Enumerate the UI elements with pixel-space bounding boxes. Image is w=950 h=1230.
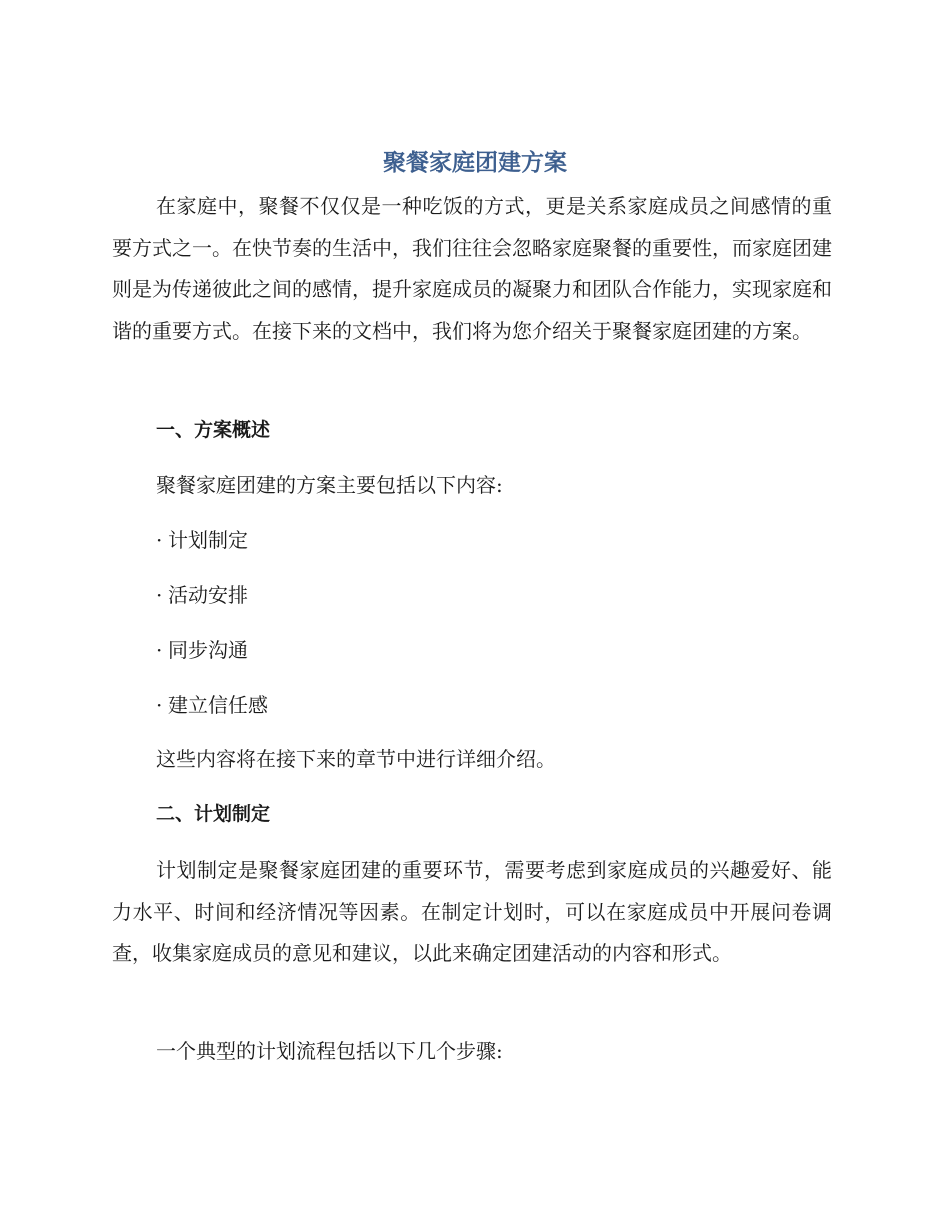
list-item-label: 建立信任感 [168,693,268,717]
intro-paragraph: 在家庭中，聚餐不仅仅是一种吃饭的方式，更是关系家庭成员之间感情的重要方式之一。在快节奏的生活中，我们往往会忽略家庭聚餐的重要性，而家庭团建则是为传递彼此之间的感情，提升家庭成员的凝聚力和团队合作能力，实现家庭和谐的重要方式。在接下来的文档中，我们将为您介绍关于聚餐家庭团建的方案。 [112,194,832,343]
list-item-label: 活动安排 [168,583,248,607]
overview-intro: 聚餐家庭团建的方案主要包括以下内容: [156,473,503,497]
list-item [156,580,248,610]
bullet-dot-icon: · [156,693,163,717]
document-title: 聚餐家庭团建方案 [383,150,567,176]
list-item [156,690,268,720]
bullet-dot-icon: · [156,638,163,662]
planning-steps-intro: 一个典型的计划流程包括以下几个步骤: [156,1039,503,1063]
list-item [156,525,248,555]
section-heading-overview: 一、方案概述 [156,419,271,441]
list-item [156,635,248,665]
list-item-label: 计划制定 [168,528,248,552]
list-item-label: 同步沟通 [168,638,248,662]
bullet-dot-icon: · [156,528,163,552]
section-heading-planning: 二、计划制定 [156,803,271,825]
bullet-dot-icon: · [156,583,163,607]
overview-outro: 这些内容将在接下来的章节中进行详细介绍。 [156,747,556,771]
planning-paragraph: 计划制定是聚餐家庭团建的重要环节，需要考虑到家庭成员的兴趣爱好、能力水平、时间和经济情况等因素。在制定计划时，可以在家庭成员中开展问卷调查，收集家庭成员的意见和建议，以此来确定团建活动的内容和形式。 [112,858,832,965]
